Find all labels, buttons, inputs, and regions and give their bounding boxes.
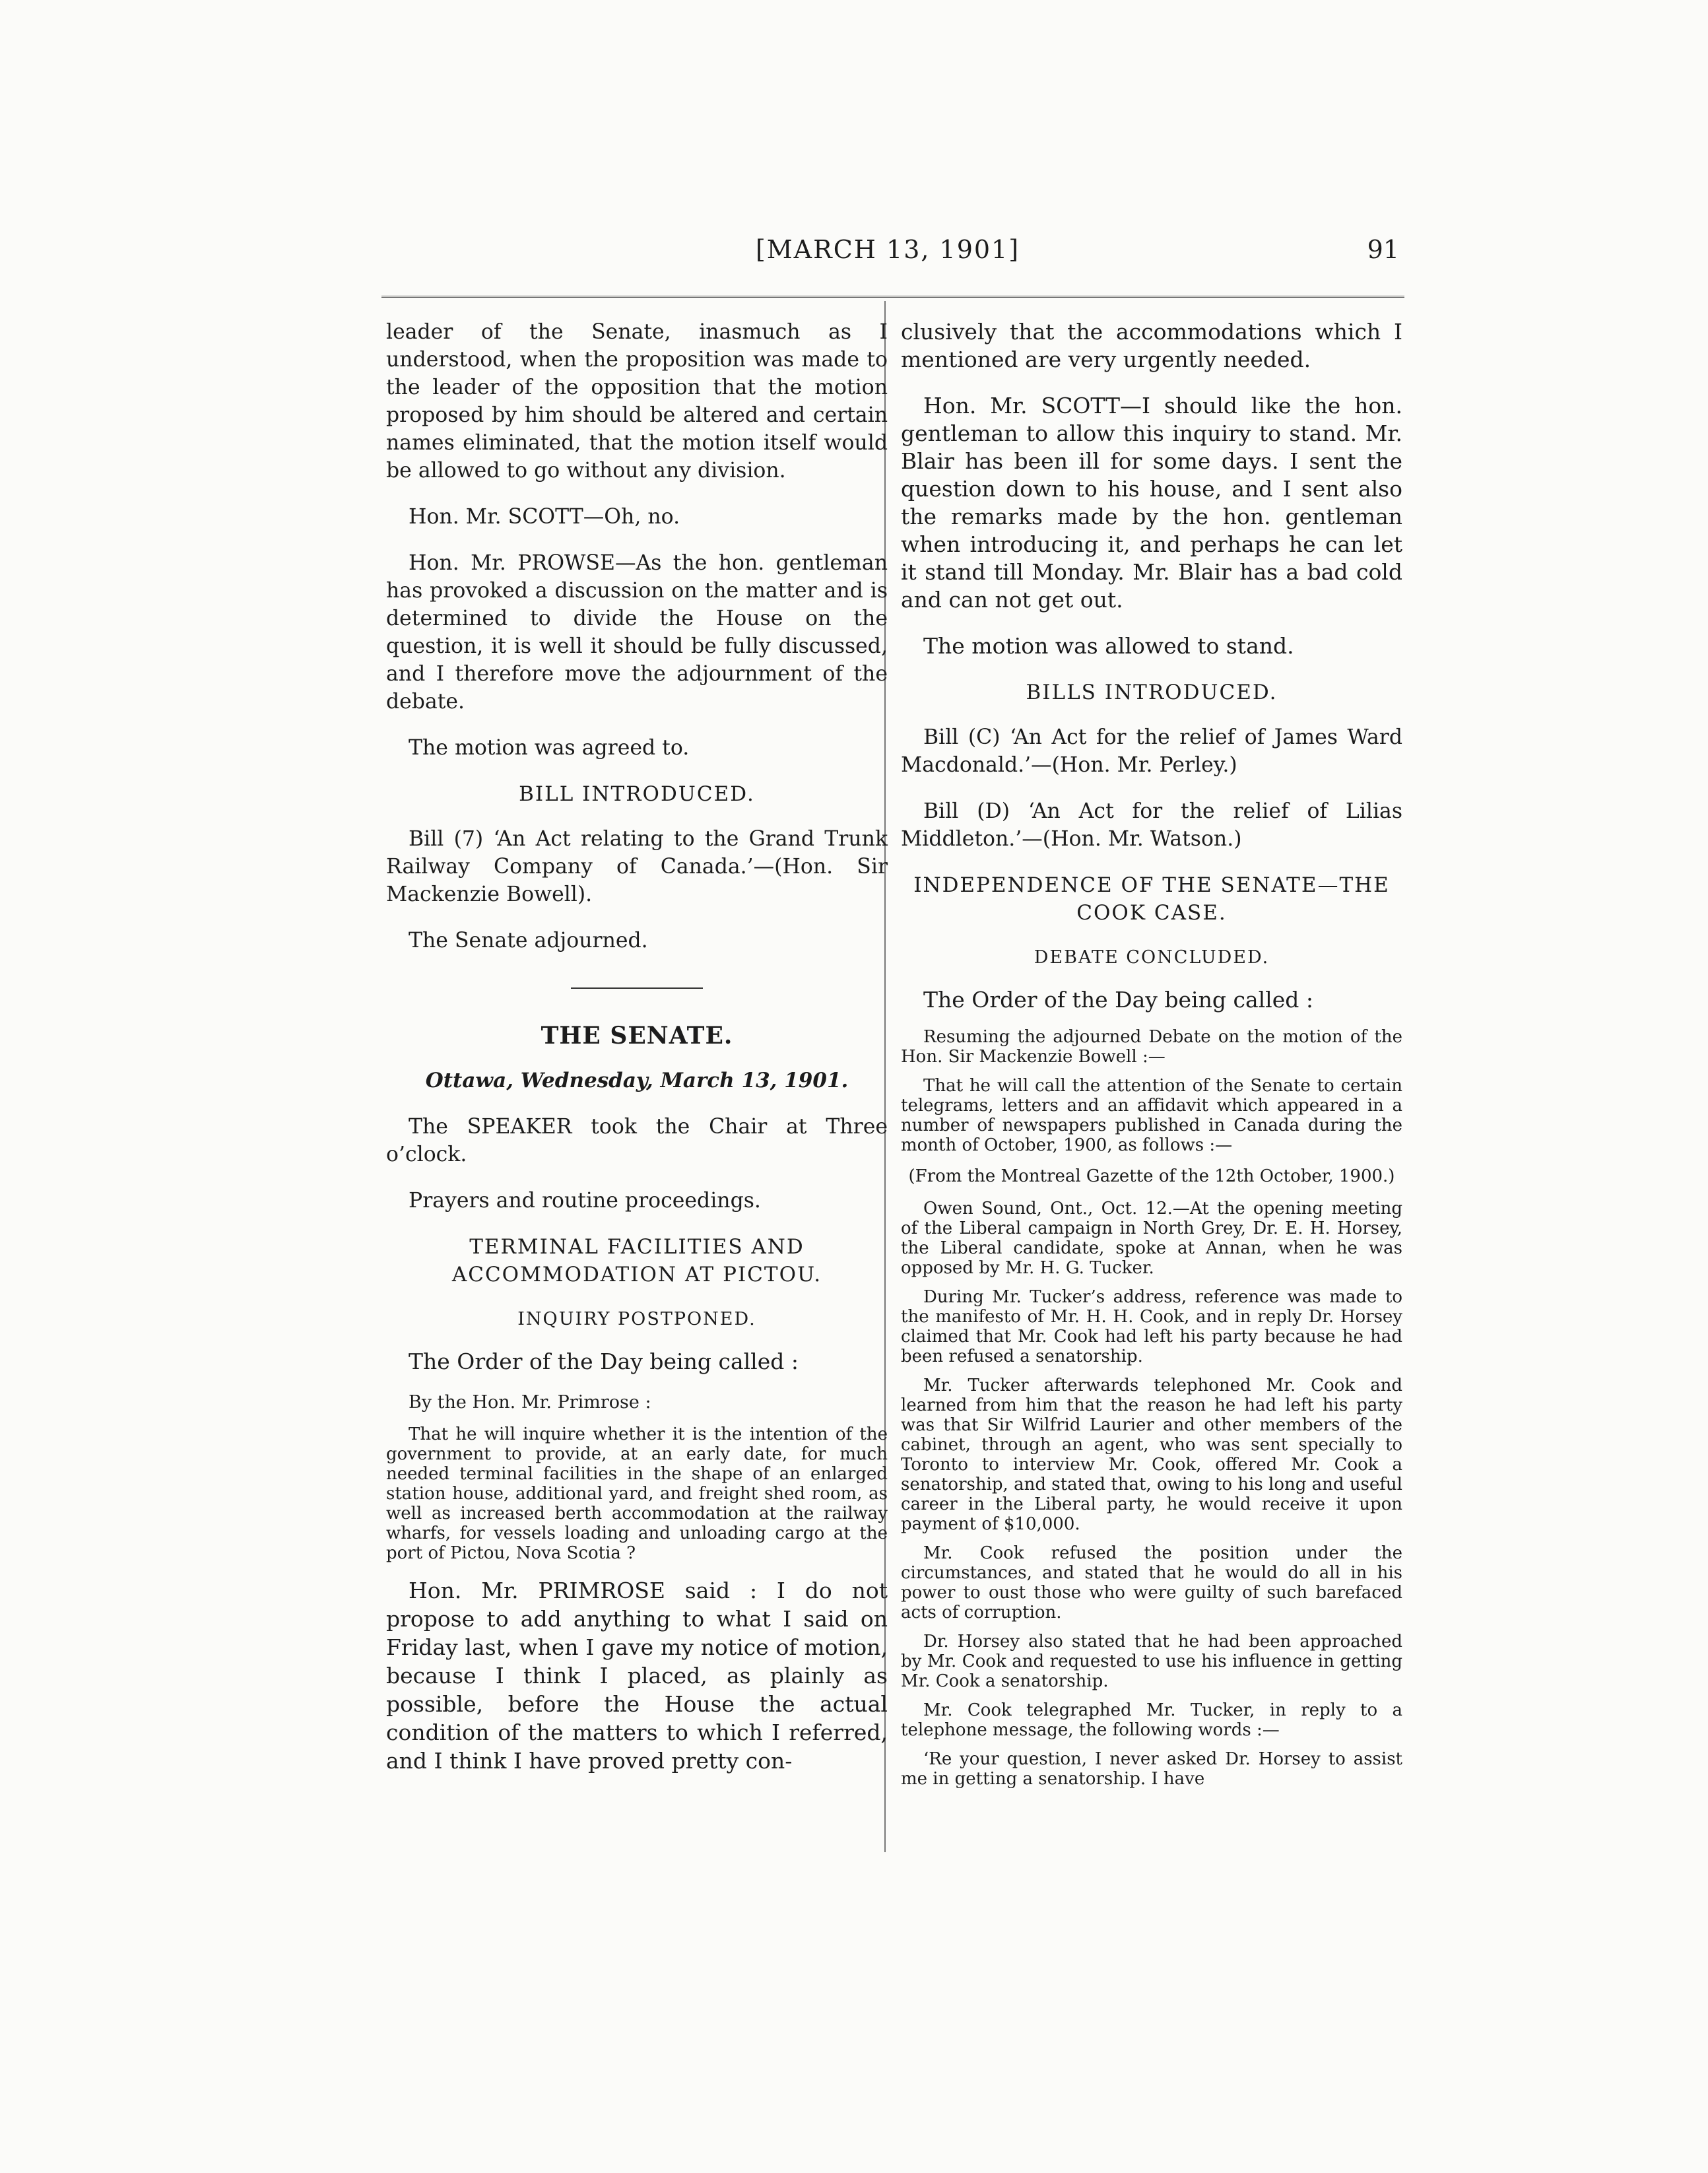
right-column — [901, 318, 1402, 1798]
dateline: Ottawa, Wednesday, March 13, 1901. — [425, 1069, 849, 1092]
small-paragraph: ‘Re your question, I never asked Dr. Horsey to assist me in getting a senatorship. I have — [901, 1749, 1402, 1789]
paragraph: Bill (D) ‘An Act for the relief of Lilias Middleton.’—(Hon. Mr. Watson.) — [901, 799, 1402, 851]
order-line: The Order of the Day being called : — [923, 987, 1314, 1013]
paragraph: The motion was agreed to. — [409, 736, 690, 760]
page-header — [376, 235, 1399, 275]
motion-text: That he will inquire whether it is the intention of the government to provide, at an early date, for much needed terminal facilities in the shape of an enlarged station house, additional yard, and freight shed room, as well as increased berth accommodation at the railway wharfs, for vessels loading and unloading cargo at the port of Pictou, Nova Scotia ? — [386, 1424, 888, 1563]
paragraph: The Senate adjourned. — [409, 929, 648, 953]
header-date: [MARCH 13, 1901] — [755, 235, 1020, 264]
paragraph: Hon. Mr. PRIMROSE said : I do not propose to add anything to what I said on Friday last, when I gave my notice of motion, because I think I placed, as plainly as possible, before the House the actual condition of the matters to which I referred, and I think I have proved pretty con- — [386, 1578, 888, 1774]
small-paragraph: During Mr. Tucker’s address, reference was made to the manifesto of Mr. H. H. Cook, and in reply Dr. Horsey claimed that Mr. Cook had left his party because he had been refused a senatorship. — [901, 1287, 1402, 1366]
section-heading: BILL INTRODUCED. — [519, 782, 755, 806]
small-paragraph: Resuming the adjourned Debate on the motion of the Hon. Sir Mackenzie Bowell :— — [901, 1027, 1402, 1067]
separator-rule — [571, 987, 703, 989]
paragraph: clusively that the accommodations which I mentioned are very urgently needed. — [901, 319, 1402, 372]
small-paragraph: Mr. Cook telegraphed Mr. Tucker, in reply to a telephone message, the following words :— — [901, 1700, 1402, 1740]
subheading: DEBATE CONCLUDED. — [1034, 947, 1270, 968]
small-paragraph: That he will call the attention of the Senate to certain telegrams, letters and an affidavit which appeared in a number of newspapers published in Canada during the month of October, 1900, as follows :— — [901, 1076, 1402, 1155]
page-number: 91 — [1367, 235, 1399, 264]
small-paragraph: Dr. Horsey also stated that he had been approached by Mr. Cook and requested to use his influence in getting Mr. Cook a senatorship. — [901, 1632, 1402, 1691]
small-paragraph: Mr. Tucker afterwards telephoned Mr. Cook and learned from him that the reason he had left his party was that Sir Wilfrid Laurier and other members of the cabinet, through an agent, who was sent specially to Toronto to interview Mr. Cook, offered Mr. Cook a senatorship, and stated that, owing to his long and useful career in the Liberal party, he would receive it upon payment of $10,000. — [901, 1376, 1402, 1534]
section-heading: THE SENATE. — [541, 1022, 733, 1050]
paragraph: Bill (7) ‘An Act relating to the Grand Trunk Railway Company of Canada.’—(Hon. Sir Mackenzie Bowell). — [386, 827, 888, 906]
paragraph: Hon. Mr. SCOTT—Oh, no. — [409, 505, 680, 529]
section-heading: INDEPENDENCE OF THE SENATE—THE COOK CASE. — [913, 873, 1390, 925]
section-heading: BILLS INTRODUCED. — [1026, 681, 1278, 704]
header-rule — [381, 296, 1404, 300]
paragraph: leader of the Senate, inasmuch as I understood, when the proposition was made to the leader of the opposition that the motion proposed by him should be altered and certain names eliminated, that the motion itself would be allowed to go without any division. — [386, 320, 888, 483]
section-heading: TERMINAL FACILITIES AND ACCOMMODATION AT PICTOU. — [451, 1235, 822, 1287]
paragraph: Bill (C) ‘An Act for the relief of James Ward Macdonald.’—(Hon. Mr. Perley.) — [901, 725, 1402, 777]
small-paragraph: Owen Sound, Ont., Oct. 12.—At the opening meeting of the Liberal campaign in North Grey, Dr. E. H. Horsey, the Liberal candidate, spoke at Annan, when he was opposed by Mr. H. G. Tucker. — [901, 1199, 1402, 1278]
paragraph: Hon. Mr. SCOTT—I should like the hon. gentleman to allow this inquiry to stand. Mr. Blair has been ill for some days. I sent the question down to his house, and I sent also the remarks made by the hon. gentleman when introducing it, and perhaps he can let it stand till Monday. Mr. Blair has a bad cold and can not get out. — [901, 393, 1402, 613]
paragraph: The SPEAKER took the Chair at Three o’clock. — [386, 1115, 888, 1166]
left-column — [386, 318, 888, 1793]
subheading: INQUIRY POSTPONED. — [517, 1309, 756, 1329]
quote-source: (From the Montreal Gazette of the 12th October, 1900.) — [908, 1166, 1395, 1186]
order-line: The Order of the Day being called : — [409, 1349, 799, 1374]
paragraph: Hon. Mr. PROWSE—As the hon. gentleman has provoked a discussion on the matter and is determined to divide the House on the question, it is well it should be fully discussed, and I therefore move the adjournment of the debate. — [386, 551, 888, 714]
small-paragraph: Mr. Cook refused the position under the circumstances, and stated that he would do all in his power to oust those who were guilty of such barefaced acts of corruption. — [901, 1543, 1402, 1622]
paragraph: Prayers and routine proceedings. — [409, 1189, 761, 1213]
paragraph: The motion was allowed to stand. — [923, 633, 1294, 659]
by-line: By the Hon. Mr. Primrose : — [409, 1392, 651, 1413]
